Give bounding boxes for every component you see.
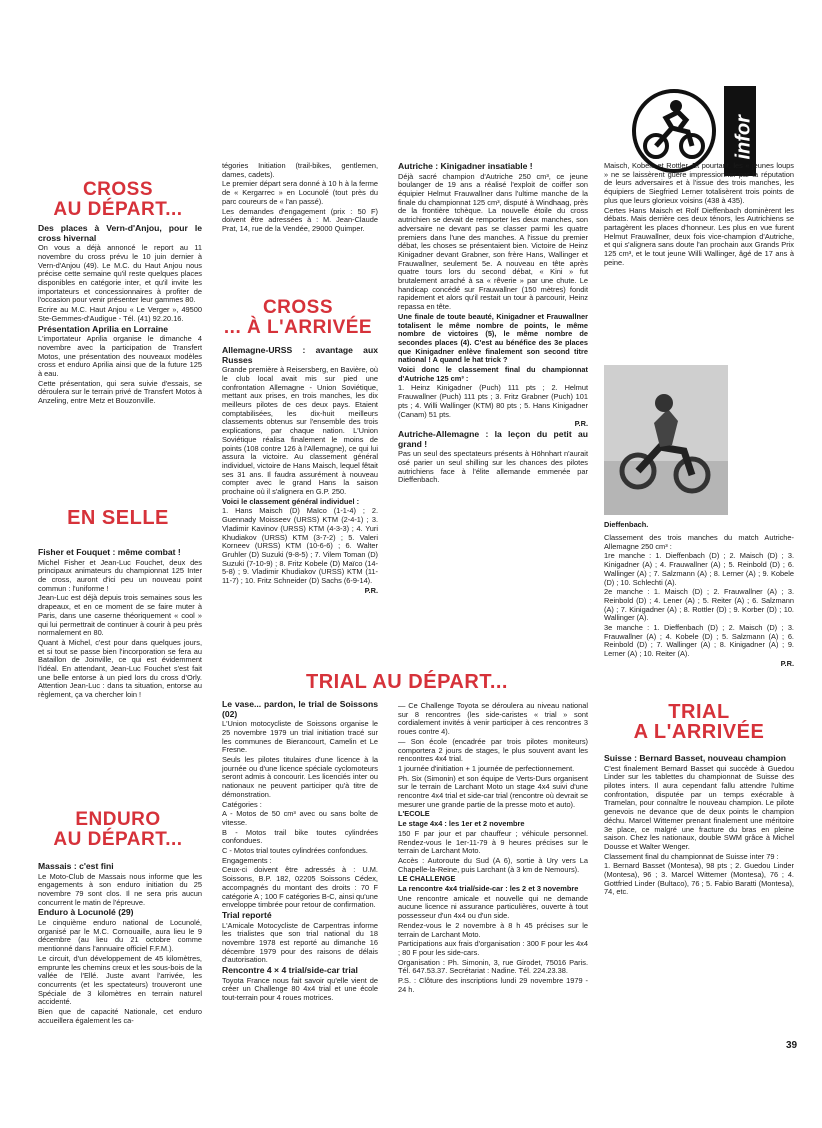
ranking-title: Voici donc le classement final du championnat d'Autriche 125 cm³ : — [398, 365, 588, 383]
article-title: Présentation Aprilia en Lorraine — [38, 323, 169, 334]
article-body: 150 F par jour et par chauffeur ; véhicule personnel. Rendez-vous le 1er-11-79 à 9 heures précises sur le terrain de Larchant Moto. — [398, 828, 588, 856]
ranking-body: 3e manche : 1. Dieffenbach (D) ; 2. Maisch (D) ; 3. Frauwallner (A) ; 4. Kobele (D) ; 5. Salzmann (A) ; 6. Reinbold (D) ; 7. Wallinger (A) ; 8. Kinigadner (A) ; 9. Lerner (A) ; 10. Reiter (A). — [604, 623, 794, 659]
article-body: Ecrire au M.C. Haut Anjou « Le Verger », 49500 Ste-Gemmes-d'Audigue - Tél. (41) 92.20.16. — [38, 305, 202, 323]
article-body: Catégories : — [222, 799, 262, 809]
article-title: Des places à Vern-d'Anjou, pour le cross hivernal — [38, 223, 202, 243]
motocross-rider-icon — [604, 365, 728, 515]
column-3-top — [398, 162, 588, 486]
article-body: Bien que de capacité Nationale, cet enduro accueillera également les ca- — [38, 1007, 202, 1025]
article-body: A - Motos de 50 cm³ avec ou sans boîte de vitesse. — [222, 809, 378, 827]
headline-enduro-depart: ENDURO AU DÉPART... — [53, 809, 183, 850]
article-title: Fisher et Fouquet : même combat ! — [38, 547, 181, 557]
article-title: Le vase... pardon, le trial de Soissons (02) — [222, 699, 378, 719]
headline-trial-arrivee: TRIAL A L'ARRIVÉE — [633, 701, 765, 743]
article-body: Le circuit, d'un développement de 45 kilomètres, emprunte les chemins creux et les sous-bois de la vallée de l'Ellé. Juste avant l'arrivée, les concurrents (et les spectateurs) trouveront une Spéciale de 3 kilomètres en terrain naturel accidenté. — [38, 953, 202, 1007]
column-1-middle — [38, 548, 202, 701]
article-body: Quant à Michel, c'est pour dans quelques jours, et si tout se passe bien l'incorporation se fera au Bataillon de Joinville, ce qui est évidemment l'idéal. En attendant, Jean-Luc Fouchet s'est fait une belle entorse à un pied lors du cross d'Orly. Attention Jean-Luc : dans ta situation, entorse au règlement, ça va chercher loin ! — [38, 637, 202, 700]
article-body: Ph. Six (Simonin) et son équipe de Verts-Durs organisent sur le terrain de Larchant Moto un stage 4x4 suivi d'une rencontre 4x4 trial et side-car trial (rencontre où devrait se mesurer une grande partie de la presse moto et auto). — [398, 773, 588, 809]
headline-cross-arrivee: CROSS ... À L'ARRIVÉE — [223, 297, 373, 338]
article-body: Michel Fisher et Jean-Luc Fouchet, deux des principaux animateurs du championnat 125 Inter de cross, auront d'ici peu un nouveau point commun : l'uniforme ! — [38, 557, 202, 593]
article-body: C'est finalement Bernard Basset qui succède à Guedou Linder sur les tablettes du championnat de Suisse des pilotes inters. Il aura cependant fallu attendre l'ultime confrontation, disputée par un temps exécrable à Tramelan, pour connaître le nouveau champion. Le pilote genevois ne devance que de deux points le champion déchu. Marcel Wittemer prenant finalement une méritoire 3e place, ce malgré une fracture du bras en pleine saison. Chez les nationaux, double SWM grâce à Michel Dousse et Walter Wenger. — [604, 763, 794, 851]
article-body: Classement des trois manches du match Autriche-Allemagne 250 cm³ : — [604, 533, 794, 551]
article-body: 1 journée d'initiation + 1 journée de perfectionnement. — [398, 763, 575, 773]
section-label: LE CHALLENGE — [398, 874, 456, 884]
section-label: La rencontre 4x4 trial/side-car : les 2 et 3 novembre — [398, 884, 579, 894]
article-body: Participations aux frais d'organisation : 300 F pour les 4x4 ; 80 F pour les side-cars. — [398, 939, 588, 957]
column-4-middle — [604, 534, 794, 670]
article-title: Massais : c'est fini — [38, 861, 114, 871]
article-body: Certes Hans Maisch et Rolf Dieffenbach dominèrent les débats. Mais derrière ces deux ténors, les Autrichiens se partagèrent les places d'honneur. Les plus en vue furent Helmut Frauwallner, deux fois vice-champion d'Autriche, et qui s'alignera sans doute l'an prochain aux Grands Prix 125 cm³, et le tout jeune Willi Wallinger, âgé de 17 ans à peine. — [604, 205, 794, 267]
rider-photo — [604, 365, 728, 515]
signature: P.R. — [364, 585, 378, 595]
article-body: Rendez-vous le 2 novembre à 8 h 45 précises sur le terrain de Larchant Moto. — [398, 920, 588, 939]
article-body: L'Amicale Motocycliste de Carpentras informe les trialistes que son trial national du 18 novembre 1978 est reporté au dimanche 16 décembre 1979 pour des raisons de délais d'autorisation. — [222, 920, 378, 965]
headline-en-selle: EN SELLE — [67, 507, 169, 529]
article-body: Pas un seul des spectateurs présents à Höhnhart n'aurait osé parier un seul shilling sur les chances des pilotes autrichiens face à l'élite allemande emmenée par Dieffenbach. — [398, 449, 588, 485]
headline-cross-depart: CROSS AU DÉPART... — [53, 179, 183, 220]
article-body: Le premier départ sera donné à 10 h à la ferme de « Kergarrec » en Locunolé (tout près du parc coureurs de « l'an passé). — [222, 179, 378, 206]
photo-caption: Dieffenbach. — [604, 520, 649, 529]
article-body: Organisation : Ph. Simonin, 3, rue Girodet, 75016 Paris. Tél. 647.53.37. Secrétariat : Nadine. Tél. 224.23.38. — [398, 957, 588, 976]
article-body: Maisch, Kobele et Rottler. Et pourtant, les « jeunes loups » ne se laissèrent guère impressionner par la réputation de leurs adversaires et à l'issue des trois manches, les équipiers de Siegfried Lerner totalisèrent trois points de plus que leurs glorieux voisins (438 à 435). — [604, 161, 794, 205]
article-body: Toyota France nous fait savoir qu'elle vient de créer un Challenge 80 4x4 trial et une école tout-terrain pour 4 roues motrices. — [222, 975, 378, 1003]
section-label: Le stage 4x4 : les 1er et 2 novembre — [398, 819, 525, 829]
article-body: Jean-Luc est déjà depuis trois semaines sous les drapeaux, et en ce moment de se faire muter à Paris, dans une caserne théoriquement « cool » qui lui permettrait de continuer à courir à peu près normalement en 80. — [38, 593, 202, 638]
article-body: Le Moto-Club de Massais nous informe que les engagements à son enduro initiation du 25 novembre 79 sont clos. Il ne sera pris aucun concurrent le matin de l'épreuve. — [38, 871, 202, 907]
column-2-middle — [222, 346, 378, 596]
article-title: Autriche-Allemagne : la leçon du petit au grand ! — [398, 428, 588, 449]
ranking-body: 1. Bernard Basset (Montesa), 98 pts ; 2. Guedou Linder (Montesa), 96 ; 3. Marcel Wittemer (Montesa), 76 ; 4. Gottfried Linder (Bultaco), 76 ; 5. Fabio Baratti (Montesa), 74, etc. — [604, 861, 794, 897]
column-2-top — [222, 162, 378, 235]
article-body: C - Motos trial toutes cylindrées confondues. — [222, 846, 368, 856]
article-body: Grande première à Reisersberg, en Bavière, où le club local avait mis sur pied une confrontation Allemagne - Union Soviétique, mettant aux prises, en trois manches, les dix meilleurs pilotes de ces deux pays. Etaient comptabilisées, les dix-huit meilleurs classements obtenus sur l'ensemble des trois explications, par chaque nation. L'Union Soviétique réalisa finalement le moins de points (108 contre 126 à l'Allemagne), ce qui lui assura la victoire. Au classement général individuel, victoire de Hans Maisch, lequel fêtait ses 31 ans. Il faudra assurément à nouveau compter avec le grand Hans la saison prochaine où il s'alignera en G.P. 250. — [222, 365, 378, 497]
article-title: Enduro à Locunolé (29) — [38, 907, 134, 918]
article-body: Une rencontre amicale et nouvelle qui ne demande aucune licence ni assurance particulières, ouverte à tout possesseur d'un 4x4 ou d'un side. — [398, 893, 588, 921]
column-4-bottom — [604, 754, 794, 898]
article-body: Classement final du championnat de Suisse inter 79 : — [604, 851, 779, 861]
article-body: Engagements : — [222, 855, 272, 865]
article-body: P.S. : Clôture des inscriptions lundi 29 novembre 1979 - 24 h. — [398, 976, 588, 994]
signature: P.R. — [574, 419, 588, 429]
column-2-bottom — [222, 700, 378, 1004]
article-title: Suisse : Bernard Basset, nouveau champion — [604, 753, 786, 763]
article-title: Autriche : Kinigadner insatiable ! — [398, 161, 533, 171]
page-number: 39 — [786, 1040, 798, 1051]
ranking-title: Voici le classement général individuel : — [222, 496, 360, 506]
article-body: L'Union motocycliste de Soissons organise le 25 novembre 1979 un trial initiation tracé sur les communes de Bierancourt, Camelin et Le Fresne. — [222, 719, 378, 755]
article-body: On vous a déjà annoncé le report au 11 novembre du cross prévu le 10 juin dernier à Vern-d'Anjou (49). Le M.C. du Haut Anjou nous précise cette semaine qu'il reste quelques places disponibles en catégorie inter, et qu'il invite les importateurs et concessionnaires à profiter de l'occasion pour venir présenter leur gammes 80. — [38, 243, 202, 305]
article-body: — Son école (encadrée par trois pilotes moniteurs) comportera 2 jours de stages, le plus souvent avant les rencontres 4x4 trial. — [398, 736, 588, 764]
article-body: Cette présentation, qui sera suivie d'essais, se déroulera sur le terrain privé de Transfert Motos à Anzeling, entre Metz et Bouzonville. — [38, 378, 202, 406]
column-1-bottom — [38, 862, 202, 1026]
ranking-body: 2e manche : 1. Maisch (D) ; 2. Frauwallner (A) ; 3. Reinbold (D) ; 4. Lener (A) ; 5. Reiter (A) ; 6. Salzmann (A) ; 7. Kinigadner (A) ; 8. Rottler (D) ; 9. Korber (D) ; 10. Wallinger (A). — [604, 587, 794, 623]
article-body: Le cinquième enduro national de Locunolé, organisé par le M.C. Cornouaille, aura lieu le 9 décembre (au lieu du 21 octobre comme mentionné dans l'annuaire officiel F.F.M.). — [38, 918, 202, 954]
article-body: Seuls les pilotes titulaires d'une licence à la journée ou d'une licence spéciale cyclomoteurs seront admis à concourir. Les licenciés inter ou nationaux ne peuvent participer qu'à titre de démonstration. — [222, 755, 378, 799]
article-title: Allemagne-URSS : avantage aux Russes — [222, 345, 378, 365]
article-title: Rencontre 4 × 4 trial/side-car trial — [222, 965, 358, 976]
column-3-bottom — [398, 702, 588, 996]
article-body: — Ce Challenge Toyota se déroulera au niveau national sur 8 rencontres (les side-caristes « trial » sont cordialement invités à venir participer à ces rencontres 3 roues contre 4). — [398, 701, 588, 737]
article-body: Accès : Autoroute du Sud (A 6), sortie à Ury vers La Chapelle-la-Reine, puis Larchant (à 3 km de Nemours). — [398, 855, 588, 874]
column-4-top — [604, 162, 794, 268]
article-body: Les demandes d'engagement (prix : 50 F) doivent être adressées à : M. Jean-Claude Prat, 14, rue de la Vendée, 29000 Quimper. — [222, 206, 378, 233]
article-body: L'importateur Aprilia organise le dimanche 4 novembre avec la participation de Transfert Motos, une présentation des nouveaux modèles cross et enduro Aprilia ainsi que de la future 125 à eau. — [38, 334, 202, 378]
ranking-body: 1re manche : 1. Dieffenbach (D) ; 2. Maisch (D) ; 3. Kinigadner (A) ; 4. Frauwallner (A) ; 5. Reinbold (D) ; 6. Wallinger (A) ; 7. Salzmann (A) ; 8. Lerner (A) ; 9. Kobele (D) ; 10. Schlechti (A). — [604, 551, 794, 587]
ranking-body: 1. Heinz Kinigadner (Puch) 111 pts ; 2. Helmut Frauwallner (Puch) 111 pts ; 3. Fritz Grabner (Puch) 101 pts ; 4. Willi Wallinger (KTM) 80 pts ; 5. Hans Kinigadner (Canam) 51 pts. — [398, 383, 588, 419]
article-body: Ceux-ci doivent être adressés à : U.M. Soissons, B.P. 182, 02205 Soissons Cédex, accompagnés du montant des droits : 70 F catégorie A ; 100 F catégories B-C, ainsi qu'une enveloppe timbrée pour retour de confirmation. — [222, 865, 378, 910]
article-body: Déjà sacré champion d'Autriche 250 cm³, ce jeune boulanger de 19 ans a réalisé l'exploit de coiffer son équipier Helmut Frauwallner dans l'ultime manche de la finale du championnat 125 cm³, disputé à Windhaag, près de la frontière tchèque. La nouvelle étoile du cross autrichien se devait de remporter les deux manches, son adversaire ne devant pas se classer parmi les quatre premiers dans l'une des manches. A l'issue du premier débat, les choses se présentaient bien. Victoire de Heinz Kinigadner devant Grabner, son frère Hans, Wallinger et Frauwallner, seulement 5e. A nouveau en tête après quatre tours lors du second débat, « Kini » fut brutalement arraché à sa « rêverie » par une chute. Le handicap concédé sur Frauwallner (150 mètres) fondit rapidement et alors qu'il restait un tour à parcourir, Heinz repassa en tête. — [398, 171, 588, 312]
logo-text: infor — [732, 115, 755, 160]
article-body: Une finale de toute beauté, Kinigadner et Frauwallner totalisent le même nombre de points, le même nombre de victoires (5), le même nombre de secondes places (4). C'est au bénéfice des 3e places que Kinigadner enlève finalement son second titre national ! A quand le hat trick ? — [398, 311, 588, 365]
article-title: Trial reporté — [222, 909, 272, 920]
headline-trial-depart: TRIAL AU DÉPART... — [306, 671, 508, 693]
section-label: L'ECOLE — [398, 809, 430, 819]
column-1-top — [38, 224, 202, 407]
ranking-body: 1. Hans Maisch (D) Maïco (1-1-4) ; 2. Guennady Moisseev (URSS) KTM (2-4-1) ; 3. Vladimir Kavinov (URSS) KTM (4-3-3) ; 4. Yuri Khudiakov (URSS) KTM (3-7-2) ; 5. Valeri Korneev (URSS) KTM (10-6-6) ; 6. Walter Gruhler (D) Suzuki (9-8-5) ; 7. Vilem Toman (D) Suzuki (7-10-9) ; 8. Fritz Kobele (D) Maïco (14-5-8) ; 9. Vladimir Khudiakov (URSS) KTM (11-11-7) ; 10. Fritz Schneider (D) Sachs (6-9-14). — [222, 506, 378, 586]
article-body: tégories Initiation (trail-bikes, gentlemen, dames, cadets). — [222, 161, 378, 179]
signature: P.R. — [780, 658, 794, 668]
article-body: B - Motos trail bike toutes cylindrées confondues. — [222, 827, 378, 846]
